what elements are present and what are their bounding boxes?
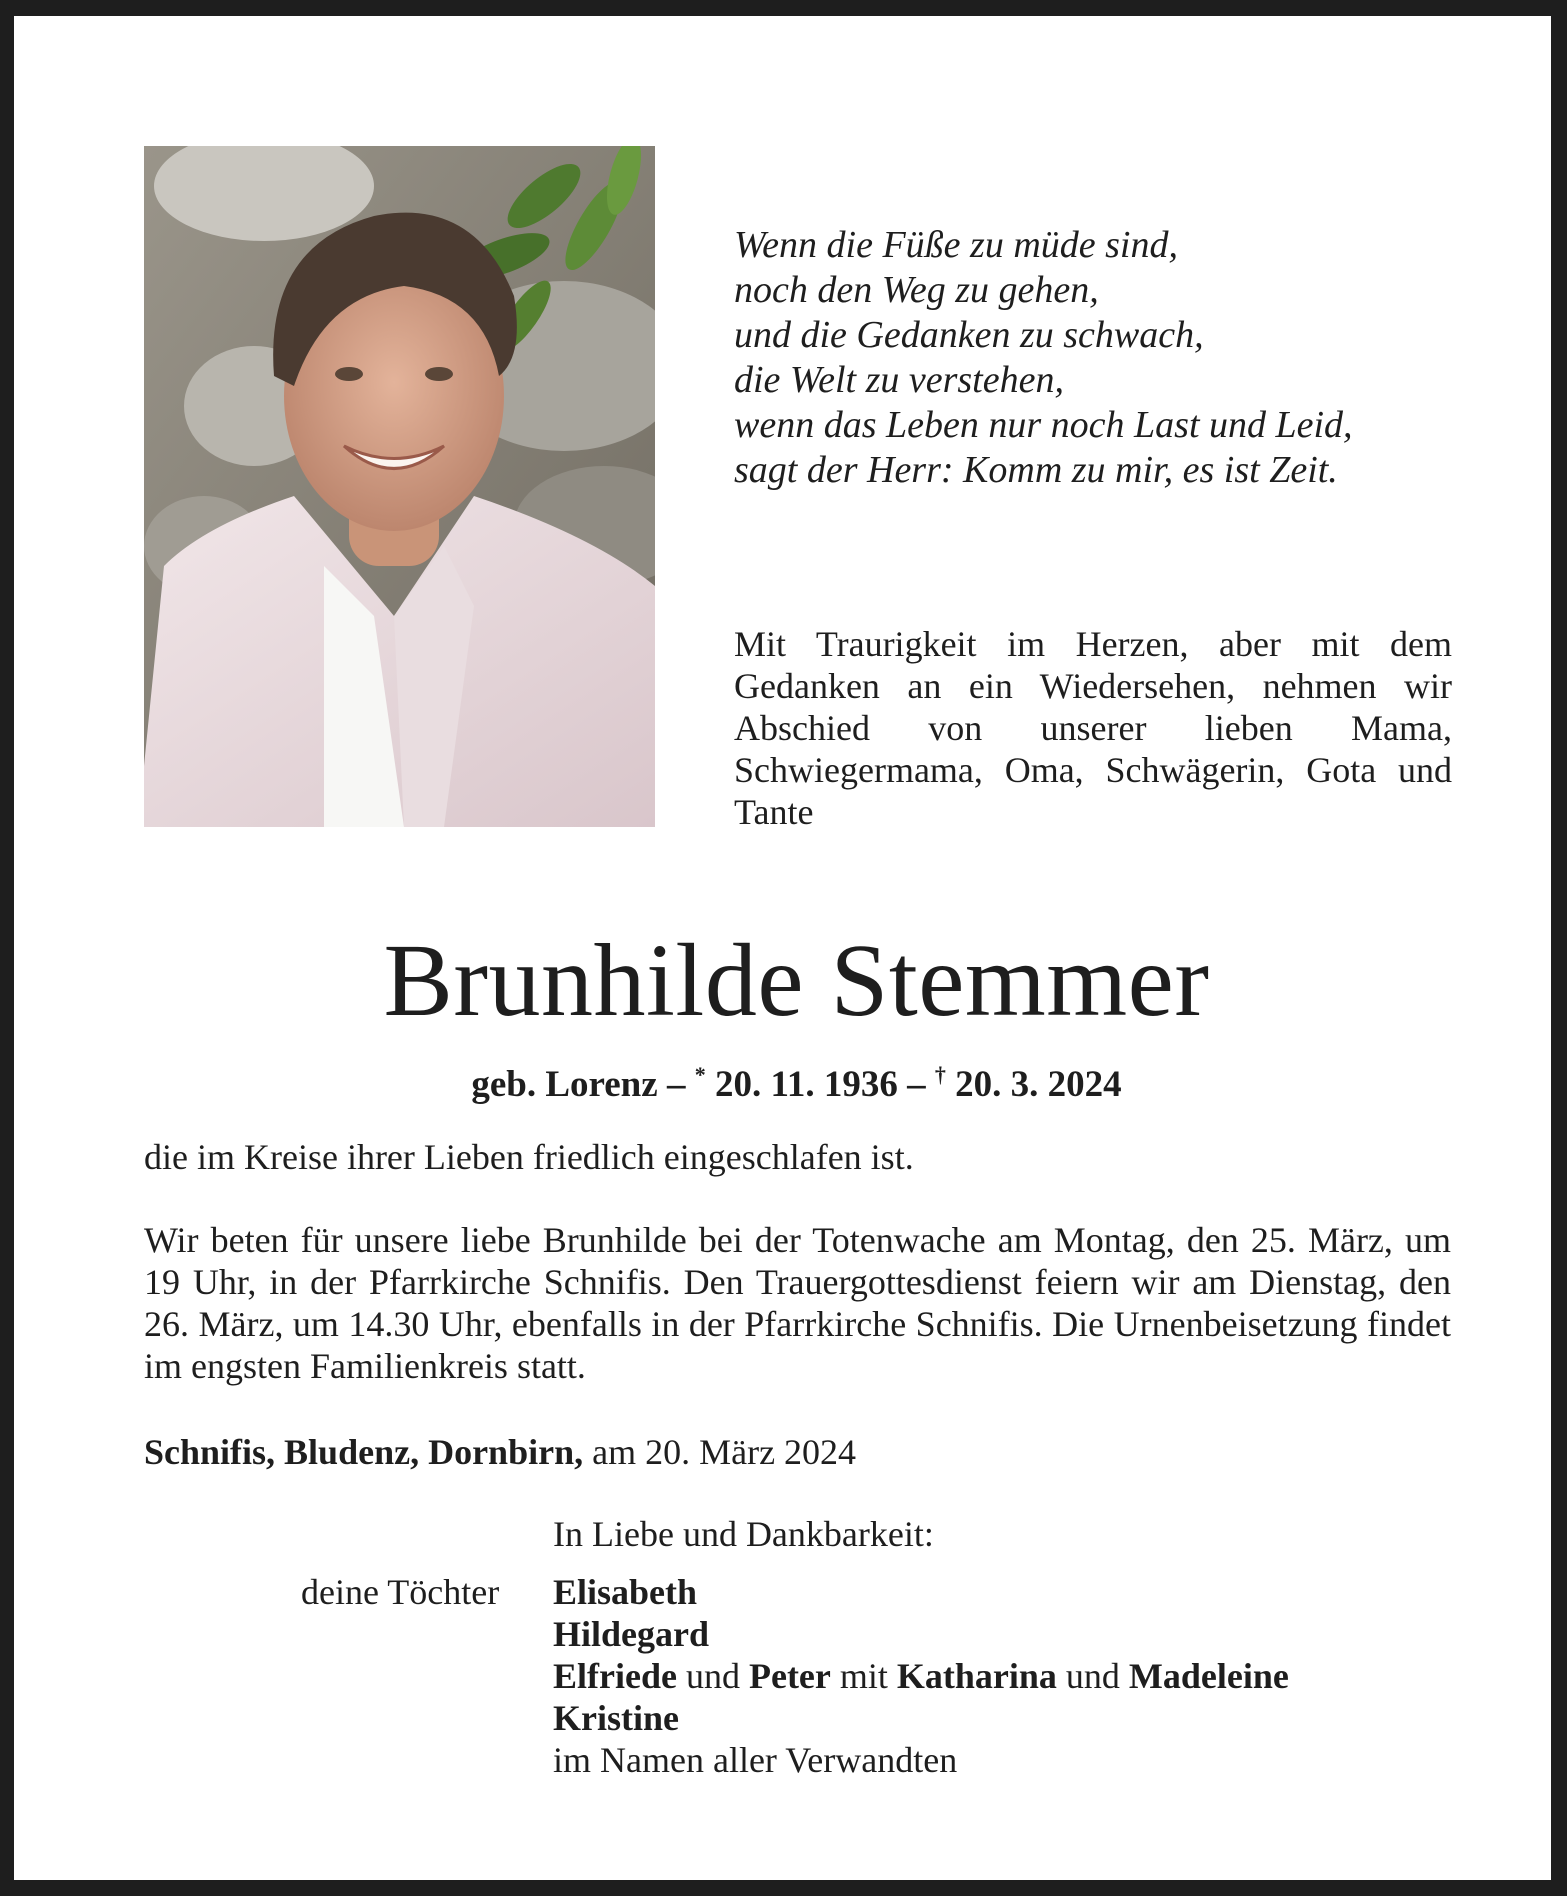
connector-text: und: [676, 1656, 749, 1696]
birth-date: 20. 11. 1936: [705, 1064, 898, 1105]
connector-text: mit: [830, 1656, 897, 1696]
maiden-name: geb. Lorenz: [471, 1064, 658, 1105]
mourner-name: Elisabeth: [553, 1572, 698, 1612]
poem-line: und die Gedanken zu schwach,: [734, 314, 1204, 356]
death-date: 20. 3. 2024: [945, 1064, 1122, 1105]
service-details: Wir beten für unsere liebe Brunhilde bei der Totenwache am Montag, den 25. März, um 19 Uhr, in der Pfarrkirche Schnifis. Den Trauergottesdienst feiern wir am Dienstag, den 26. März, um 14.30 Uhr, ebenfalls in der Pfarrkirche Schnifis. Die Urnenbeisetzung findet im engsten Familienkreis statt.: [144, 1220, 1451, 1386]
mourner-name: Elfriede: [553, 1656, 677, 1696]
daughters-label: deine Töchter: [301, 1572, 500, 1612]
portrait-photo: [144, 146, 655, 827]
mourner-row: [553, 1655, 1289, 1697]
portrait-image: [144, 146, 655, 827]
place-date-line: [144, 1431, 1451, 1473]
mourner-row: [553, 1613, 1289, 1655]
death-symbol: †: [934, 1062, 946, 1087]
mourner-name: Peter: [748, 1656, 831, 1696]
poem-line: sagt der Herr: Komm zu mir, es ist Zeit.: [734, 449, 1338, 491]
passing-statement: die im Kreise ihrer Lieben friedlich eingeschlafen ist.: [144, 1137, 914, 1177]
mourner-name: Madeleine: [1128, 1656, 1289, 1696]
intro-paragraph: Mit Traurigkeit im Herzen, aber mit dem Gedanken an ein Wiedersehen, nehmen wir Abschied von unserer lieben Mama, Schwiegermama, Oma, Schwägerin, Gota und Tante: [734, 624, 1452, 832]
birth-symbol: *: [694, 1062, 706, 1087]
notice-date: am 20. März 2024: [583, 1432, 857, 1472]
thanks-line: In Liebe und Dankbarkeit:: [553, 1514, 934, 1554]
connector-text: und: [1056, 1656, 1129, 1696]
mourners-list: [553, 1571, 1289, 1781]
deceased-name: Brunhilde Stemmer: [383, 923, 1210, 1038]
mourner-name: Katharina: [896, 1656, 1057, 1696]
poem-line: wenn das Leben nur noch Last und Leid,: [734, 404, 1353, 446]
dash: –: [657, 1064, 695, 1105]
mourner-name: Hildegard: [553, 1614, 710, 1654]
mourner-name: Kristine: [553, 1698, 679, 1738]
poem-line: noch den Weg zu gehen,: [734, 269, 1099, 311]
mourner-row: [553, 1697, 1289, 1739]
mourner-row: [553, 1571, 1289, 1613]
poem-line: Wenn die Füße zu müde sind,: [734, 224, 1178, 266]
dash: –: [897, 1064, 935, 1105]
closing-line: im Namen aller Verwandten: [553, 1740, 958, 1780]
poem-line: die Welt zu verstehen,: [734, 359, 1064, 401]
places: Schnifis, Bludenz, Dornbirn,: [144, 1432, 584, 1472]
poem: [734, 223, 1474, 493]
life-dates: [28, 1052, 1565, 1107]
